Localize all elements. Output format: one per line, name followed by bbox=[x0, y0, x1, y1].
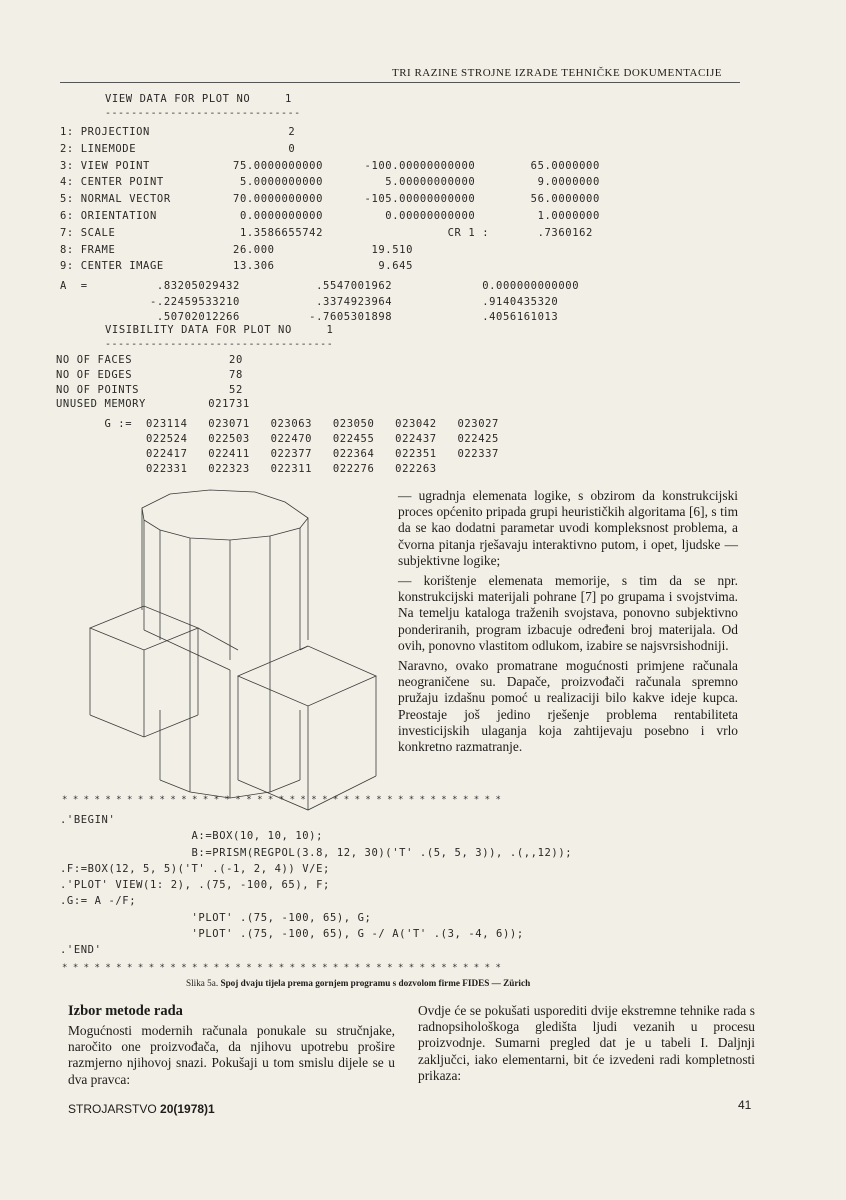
code-line: A:=BOX(10, 10, 10); bbox=[60, 830, 324, 843]
left-paragraph: Mogućnosti modernih računala ponukale su stručnjake, naročito one proizvođača, da njihovu upotrebu prošire razmjerno njihovoj snazi. Pokušaji u tom smislu dijele se u dva pravca: bbox=[68, 1023, 395, 1087]
wireframe-figure bbox=[80, 480, 410, 830]
section-heading: Izbor metode rada bbox=[68, 1003, 183, 1019]
page-number: 41 bbox=[738, 1098, 752, 1112]
prism-top-outline bbox=[142, 490, 308, 540]
view-data-underline: ------------------------------ bbox=[105, 108, 301, 119]
footer-journal: STROJARSTVO bbox=[68, 1102, 161, 1116]
g-vector-row: 022417 022411 022377 022364 022351 022337 bbox=[56, 448, 499, 460]
code-line: 'PLOT' .(75, -100, 65), G -/ A('T' .(3, -4, 6)); bbox=[60, 928, 524, 941]
matrix-a bbox=[60, 279, 579, 326]
caption-prefix: Slika 5a. bbox=[186, 978, 221, 988]
visibility-underline: ----------------------------------- bbox=[105, 339, 334, 350]
footer-volume: 20(1978)1 bbox=[160, 1102, 215, 1116]
g-vector bbox=[56, 417, 499, 477]
figure-caption bbox=[186, 978, 530, 988]
view-data-row: 8: FRAME 26.000 19.510 bbox=[60, 243, 413, 256]
matrix-row: A = .83205029432 .5547001962 0.000000000000 bbox=[60, 280, 580, 292]
right-paragraph: Ovdje će se pokušati usporediti dvije ekstremne tehnike rada s radnopsihološkoga gledišta ljudi vezanih u procesu proizvodnje. Sumarni pregled dat je u tabeli I. Daljnji zaključci, iako elementarni, bit će izvedeni radi kompletnosti prikaza: bbox=[418, 1003, 755, 1083]
code-line: .G:= A -/F; bbox=[60, 895, 137, 908]
paragraph-conclusion: Naravno, ovako promatrane mogućnosti primjene računala neograničene su. Dapače, proizvođači računala spremno pružaju izdašnu pomoć u realizaciji bilo kakve ideje kupca. Preostaje još jedino rješenje problema rentabiliteta investicijskih ulaganja koja zahtijevaju posebno i vrlo konkretno razmatranje. bbox=[398, 658, 738, 755]
view-data-table bbox=[60, 124, 600, 275]
view-data-row: 3: VIEW POINT 75.0000000000 -100.00000000000 65.0000000 bbox=[60, 159, 600, 172]
view-data-title: VIEW DATA FOR PLOT NO 1 bbox=[105, 93, 292, 105]
visibility-row: NO OF FACES 20 bbox=[56, 354, 243, 366]
visibility-row: NO OF POINTS 52 bbox=[56, 383, 243, 396]
code-line: 'PLOT' .(75, -100, 65), G; bbox=[60, 911, 372, 924]
paragraph-logic: — ugradnja elemenata logike, s obzirom da konstrukcijski proces općenito pripada grupi heurističkih algoritama [6], s tim da se kao dodatni parametar uvodi kompleksnost problema, a čvorna pitanja rješavaju interaktivno putom, i opet, ljudske — subjektivne logike; bbox=[398, 488, 738, 568]
view-data-row: 2: LINEMODE 0 bbox=[60, 142, 296, 155]
code-line: .'BEGIN' bbox=[60, 814, 116, 826]
header-rule bbox=[60, 82, 740, 83]
visibility-table bbox=[56, 353, 250, 412]
view-data-row: 6: ORIENTATION 0.0000000000 0.00000000000 1.0000000 bbox=[60, 209, 600, 222]
view-data-row: 5: NORMAL VECTOR 70.0000000000 -105.00000000000 56.0000000 bbox=[60, 193, 600, 206]
right-column-text bbox=[398, 488, 738, 755]
code-line: .'PLOT' VIEW(1: 2), .(75, -100, 65), F; bbox=[60, 879, 330, 892]
footer-citation bbox=[68, 1102, 215, 1116]
code-listing bbox=[60, 812, 572, 959]
view-data-row: 1: PROJECTION 2 bbox=[60, 126, 296, 138]
visibility-row: NO OF EDGES 78 bbox=[56, 368, 243, 381]
caption-text: Spoj dvaju tijela prema gornjem programu s dozvolom firme FIDES — Zürich bbox=[220, 978, 531, 988]
code-stars-bottom: * * * * * * * * * * * * * * * * * * * * * * * * * * * * * * * * * * * * * * * * * bbox=[62, 963, 501, 973]
g-vector-row: 022331 022323 022311 022276 022263 bbox=[56, 463, 437, 475]
g-vector-row: G := 023114 023071 023063 023050 023042 023027 bbox=[56, 418, 499, 430]
visibility-title: VISIBILITY DATA FOR PLOT NO 1 bbox=[105, 324, 334, 336]
paragraph-memory: — korištenje elemenata memorije, s tim da se npr. konstrukcijski materijali pohrane [7] po grupama i svojstvima. Na temelju kataloga traženih svojstava, ponovno subjektivno ponderiranih, program izbacuje određeni broj materijala. Od ovih, ponovno vlastitom odlukom, izabire se najsvrsishodniji. bbox=[398, 573, 738, 653]
view-data-row: 9: CENTER IMAGE 13.306 9.645 bbox=[60, 260, 413, 273]
visibility-row: UNUSED MEMORY 021731 bbox=[56, 398, 250, 411]
code-line: B:=PRISM(REGPOL(3.8, 12, 30)('T' .(5, 5, 3)), .(,,12)); bbox=[60, 846, 573, 859]
view-data-row: 7: SCALE 1.3586655742 CR 1 : .7360162 bbox=[60, 226, 593, 239]
code-line: .'END' bbox=[60, 944, 102, 957]
g-vector-row: 022524 022503 022470 022455 022437 022425 bbox=[56, 433, 499, 445]
running-header: TRI RAZINE STROJNE IZRADE TEHNIČKE DOKUMENTACIJE bbox=[392, 67, 722, 79]
code-line: .F:=BOX(12, 5, 5)('T' .(-1, 2, 4)) V/E; bbox=[60, 862, 330, 875]
matrix-row: -.22459533210 .3374923964 .9140435320 bbox=[60, 295, 559, 308]
code-stars-top: * * * * * * * * * * * * * * * * * * * * * * * * * * * * * * * * * * * * * * * * * bbox=[62, 795, 501, 805]
view-data-row: 4: CENTER POINT 5.0000000000 5.00000000000 9.0000000 bbox=[60, 176, 600, 189]
matrix-row: .50702012266 -.7605301898 .4056161013 bbox=[60, 311, 559, 323]
